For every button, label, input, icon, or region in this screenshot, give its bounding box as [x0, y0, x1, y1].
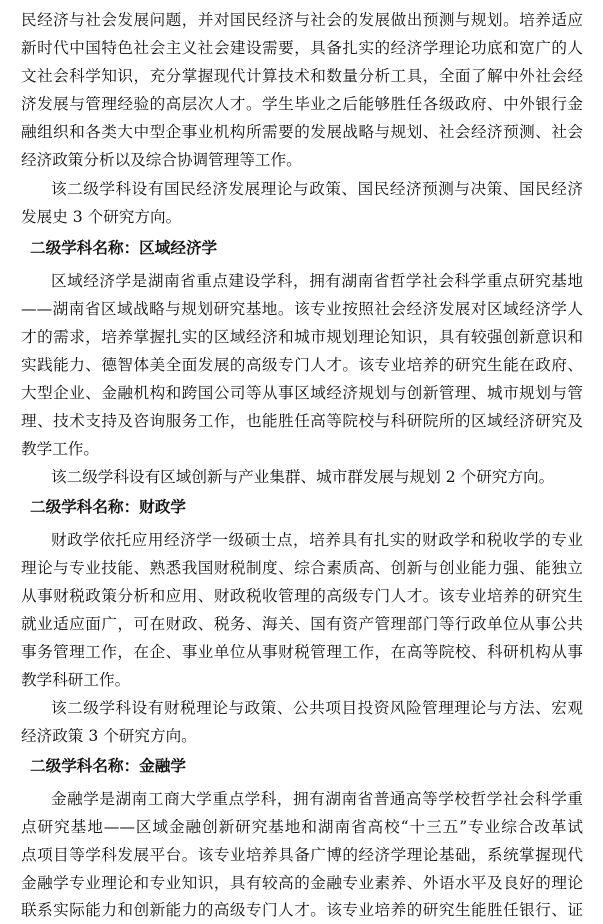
paragraph-line: 点研究基地——区域金融创新研究基地和湖南省高校“十三五”专业综合改革试	[21, 818, 583, 836]
paragraph-line: 财政学依托应用经济学一级硕士点，培养具有扎实的财政学和税收学的专业	[51, 531, 583, 549]
paragraph-line: 就业适应面广，可在财政、税务、海关、国有资产管理部门等行政单位从事公共	[21, 615, 583, 633]
paragraph-line: 点项目等学科发展平台。该专业培养具备广博的经济学理论基础，系统掌握现代	[21, 846, 583, 864]
research-directions-line: 发展史 3 个研究方向。	[21, 208, 182, 226]
research-directions-line: 经济政策 3 个研究方向。	[21, 727, 197, 745]
intro-line: 融组织和各类大中型企事业机构所需要的发展战略与规划、社会经济预测、社会	[21, 123, 583, 141]
paragraph-line: 联系实际能力和创新能力的高级专门人才。该专业培养的研究生能胜任银行、证	[21, 901, 583, 919]
paragraph-line: 才的需求，培养掌握扎实的区域经济和城市规划理论知识，具有较强创新意识和	[21, 328, 583, 346]
research-directions-line: 该二级学科设有国民经济发展理论与政策、国民经济预测与决策、国民经济	[51, 180, 583, 198]
paragraph-line: 理、技术支持及咨询服务工作，也能胜任高等院校与科研院所的区域经济研究及	[21, 412, 583, 430]
paragraph-line: ——湖南省区域战略与规划研究基地。该专业按照社会经济发展对区域经济学人	[21, 300, 583, 318]
intro-line: 民经济与社会发展问题，并对国民经济与社会的发展做出预测与规划。培养适应	[21, 11, 583, 29]
paragraph-line: 从事财税政策分析和应用、财政税收管理的高级专门人才。该专业培养的研究生	[21, 587, 583, 605]
section-heading-regional-economics: 二级学科名称：区域经济学	[30, 239, 218, 257]
intro-line: 经济政策分析以及综合协调管理等工作。	[21, 151, 302, 169]
paragraph-line: 事务管理工作，在企、事业单位从事财税管理工作，在高等院校、科研机构从事	[21, 643, 583, 661]
intro-line: 新时代中国特色社会主义社会建设需要，具备扎实的经济学理论功底和宽广的人	[21, 39, 583, 57]
paragraph-line: 区域经济学是湖南省重点建设学科，拥有湖南省哲学社会科学重点研究基地	[51, 272, 583, 290]
paragraph-line: 实践能力、德智体美全面发展的高级专门人才。该专业培养的研究生能在政府、	[21, 356, 583, 374]
intro-line: 文社会科学知识，充分掌握现代计算技术和数量分析工具，全面了解中外社会经	[21, 67, 583, 85]
paragraph-line: 金融学专业理论和专业知识，具有较高的金融专业素养、外语水平及良好的理论	[21, 874, 583, 892]
paragraph-line: 金融学是湖南工商大学重点学科，拥有湖南省普通高等学校哲学社会科学重	[51, 790, 583, 808]
paragraph-line: 理论与专业技能、熟悉我国财税制度、综合素质高、创新与创业能力强、能独立	[21, 559, 583, 577]
paragraph-line: 教学工作。	[21, 440, 99, 458]
research-directions-line: 该二级学科设有财税理论与政策、公共项目投资风险管理理论与方法、宏观	[51, 699, 583, 717]
paragraph-line: 大型企业、金融机构和跨国公司等从事区域经济规划与创新管理、城市规划与管	[21, 384, 583, 402]
section-heading-finance: 二级学科名称：金融学	[30, 757, 186, 775]
intro-line: 济发展与管理经验的高层次人才。学生毕业之后能够胜任各级政府、中外银行金	[21, 95, 583, 113]
paragraph-line: 教学科研工作。	[21, 671, 131, 689]
section-heading-public-finance: 二级学科名称：财政学	[30, 498, 186, 516]
research-directions-line: 该二级学科设有区域创新与产业集群、城市群发展与规划 2 个研究方向。	[51, 468, 555, 486]
